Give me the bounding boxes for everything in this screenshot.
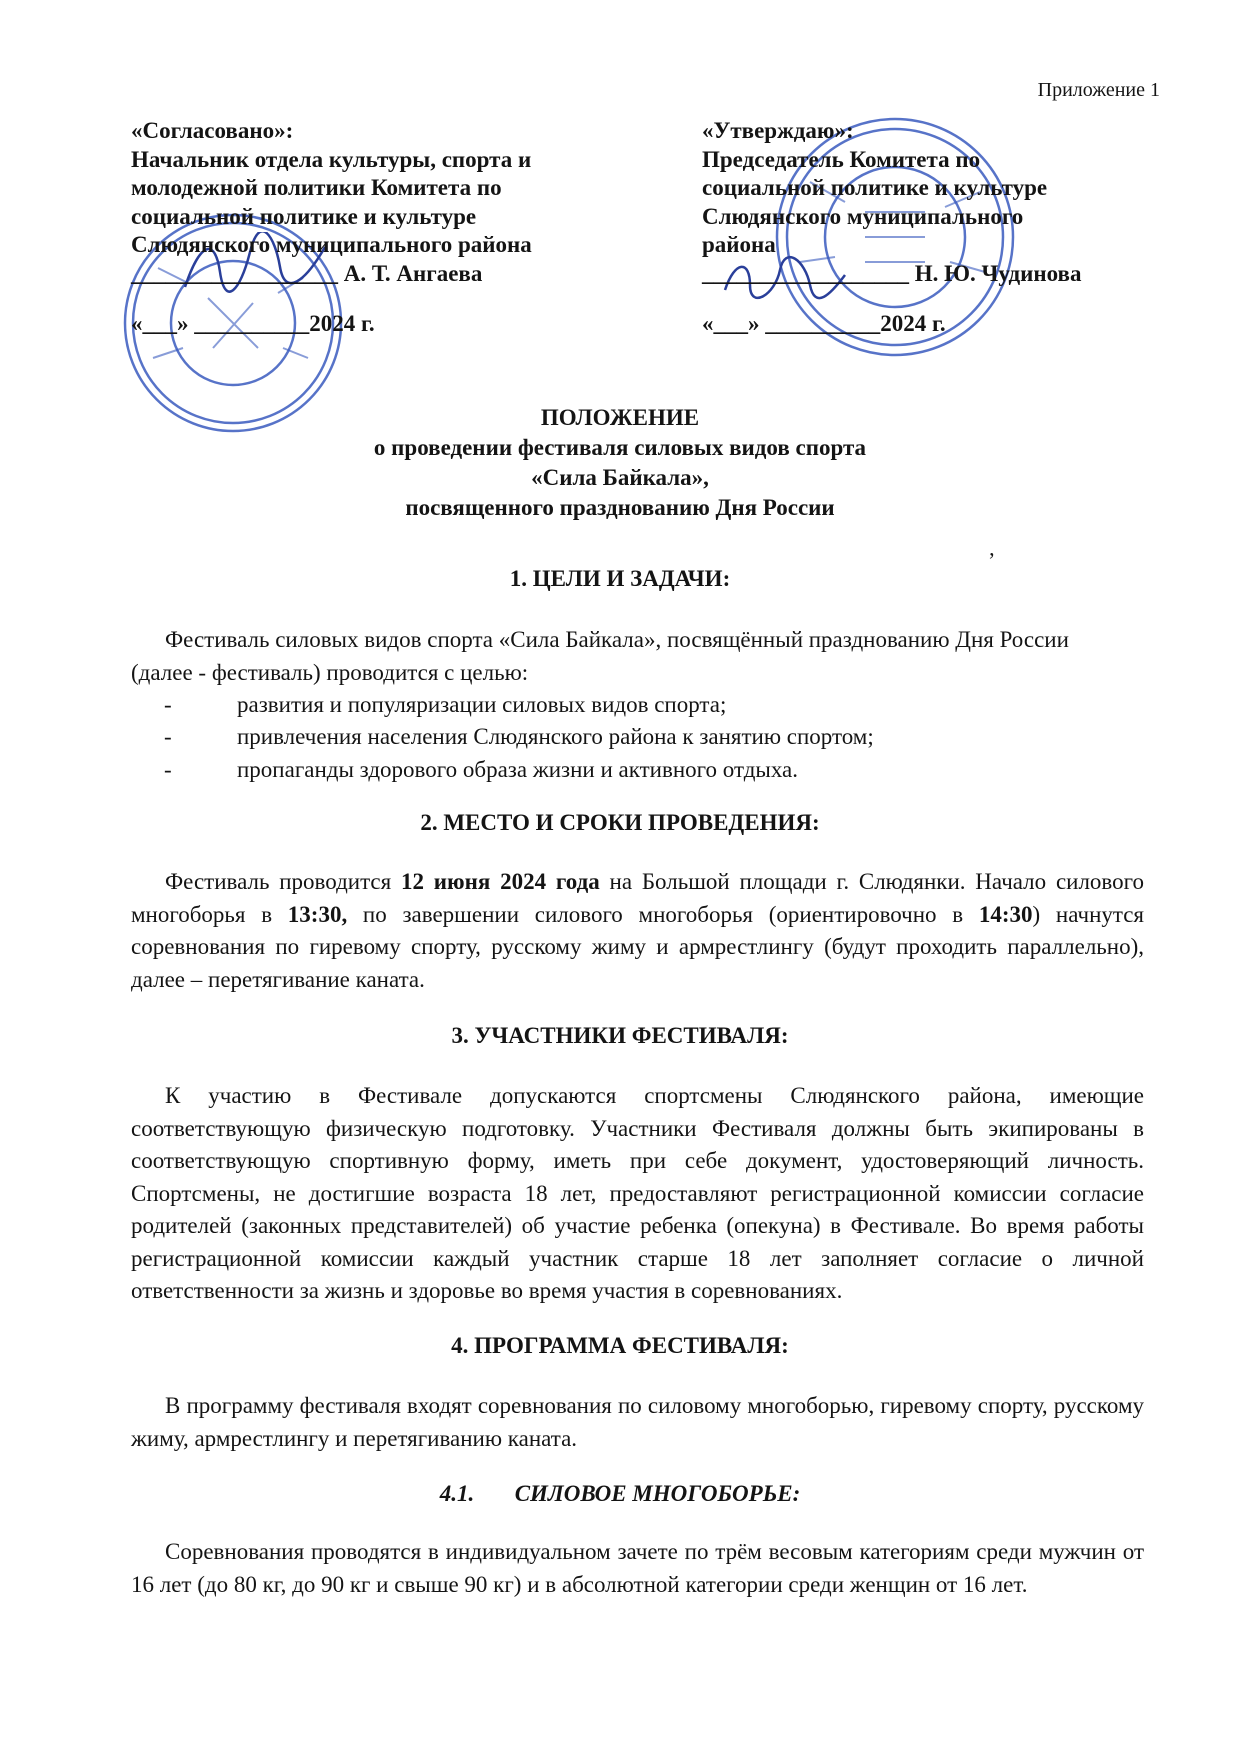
list-item-text: привлечения населения Слюдянского района к занятию спортом;	[237, 724, 874, 749]
list-item-text: пропаганды здорового образа жизни и активного отдыха.	[237, 757, 799, 782]
approval-right-date-line: «___» __________2024 г.	[702, 311, 946, 336]
paragraph-text: Соревнования проводятся в индивидуальном зачете по трём весовым категориям среди мужчин от 16 лет (до 80 кг, до 90 кг и свыше 90 кг) и в абсолютной категории среди женщин от 16 лет.	[131, 1539, 1144, 1597]
subsection-heading	[0, 1481, 1240, 1507]
approval-right-line: социальной политике и культуре	[702, 175, 1048, 200]
paragraph-text: (далее - фестиваль) проводится с целью:	[131, 659, 529, 685]
paragraph-text: Фестиваль проводится	[165, 869, 402, 894]
paragraph-bold: 13:30,	[287, 901, 348, 927]
section-heading: 4. ПРОГРАММА ФЕСТИВАЛЯ:	[451, 1333, 789, 1358]
subsection-title: СИЛОВОЕ МНОГОБОРЬЕ:	[514, 1481, 801, 1506]
approval-right-signature-line: __________________ Н. Ю. Чудинова	[702, 260, 1082, 286]
document-title	[0, 403, 1240, 523]
paragraph-text: В программу фестиваля входят соревнования по силовому многоборью, гиревому спорту, русскому жиму, армрестлингу и перетягиванию каната.	[131, 1393, 1144, 1451]
paragraph-text: на Большой площади г. Слюдянки. Начало силового многоборья в	[131, 869, 1145, 927]
approval-right-line: района	[702, 232, 776, 257]
section-heading: 3. УЧАСТНИКИ ФЕСТИВАЛЯ:	[451, 1023, 789, 1048]
approval-right-line: Слюдянского муниципального	[702, 203, 1024, 229]
approval-left-line: Начальник отдела культуры, спорта и	[131, 146, 532, 172]
approval-right-line: «Утверждаю»:	[702, 118, 854, 143]
appendix-label: Приложение 1	[1037, 79, 1160, 101]
list-item: - развития и популяризации силовых видов спорта;	[164, 692, 727, 717]
approval-left-date-line: «___» __________2024 г.	[131, 311, 375, 336]
paragraph-text: ) начнутся соревнования по гиревому спорту, русскому жиму и армрестлингу (будут проходить параллельно), далее – перетягивание каната.	[131, 901, 1144, 992]
list-item: - пропаганды здорового образа жизни и активного отдыха.	[164, 757, 799, 782]
title-line: посвященного празднованию Дня России	[405, 495, 835, 520]
paragraph-bold: 14:30	[978, 901, 1033, 927]
list-item-text: развития и популяризации силовых видов спорта;	[237, 692, 727, 717]
approval-right-line: Председатель Комитета по	[702, 146, 981, 172]
paragraph-text: по завершении силового многоборья (ориентировочно в	[347, 901, 979, 927]
list-item: - привлечения населения Слюдянского района к занятию спортом;	[164, 724, 874, 749]
approval-left-signature-line: __________________ А. Т. Ангаева	[131, 260, 483, 286]
approval-right	[702, 117, 1142, 339]
paragraph-text: Фестиваль силовых видов спорта «Сила Байкала», посвящённый празднованию Дня России	[165, 627, 1069, 652]
approval-left-line: Слюдянского муниципального района	[131, 232, 532, 257]
approval-left	[131, 117, 611, 339]
paragraph-text: К участию в Фестивале допускаются спортсмены Слюдянского района, имеющие соответствующую физическую подготовку. Участники Фестиваля должны быть экипированы в соответствующую спортивную форму, иметь при себе документ, удостоверяющий личность. Спортсмены, не достигшие возраста 18 лет, предоставляют регистрационной комиссии согласие родителей (законных представителей) об участие ребенка (опекуна) в Фестивале. Во время работы регистрационной комиссии каждый участник старше 18 лет заполняет согласие о личной ответственности за жизнь и здоровье во время участия в соревнованиях.	[131, 1083, 1144, 1303]
section-paragraph	[131, 1080, 1144, 1308]
subsection-number: 4.1.	[439, 1481, 475, 1506]
section-paragraph	[131, 866, 1144, 996]
approval-left-line: «Согласовано»:	[131, 118, 294, 143]
title-line: ПОЛОЖЕНИЕ	[540, 405, 700, 430]
approval-left-line: молодежной политики Комитета по	[131, 175, 502, 200]
title-line: о проведении фестиваля силовых видов спорта	[373, 435, 867, 460]
section-paragraph	[131, 1536, 1144, 1601]
title-line: «Сила Байкала»,	[531, 465, 709, 490]
section-paragraph	[131, 624, 1144, 689]
section-paragraph	[131, 1390, 1144, 1455]
paragraph-bold: 12 июня 2024 года	[401, 869, 600, 894]
section-heading: 1. ЦЕЛИ И ЗАДАЧИ:	[509, 566, 731, 591]
approval-left-line: социальной политике и культуре	[131, 203, 477, 229]
document-page: Приложение 1 «Согласовано»: Начальник отдела культуры, спорта и молодежной политики Комитета по социальной политике и культуре Слюдянского муниципального района __________________ А. Т. Ангаева «___» __________2024 г. «Утверждаю»: Председатель Комитета по социальной политике и культуре Слюдянского муниципального района __________________ Н. Ю. Чудинова «___» __________2024 г. ПОЛОЖЕНИЕ о проведении фестиваля силовых видов спорта «Сила Байкала», посвященного празднованию Дня России ʼ 1. ЦЕЛИ И ЗАДАЧИ: Фестиваль силовых видов спорта «Сила Байкала», посвящённый празднованию Дня России (далее - фестиваль) проводится с целью: - развития и популяризации силовых видов спорта; - привлечения населения Слюдянского района к занятию спортом; - пропаганды здорового образа жизни и активного отдыха. 2. МЕСТО И СРОКИ ПРОВЕДЕНИЯ: Фестиваль проводится 12 июня 2024 года на Большой площади г. Слюдянки. Начало силового многоборья в 13:30, по завершении силового многоборья (ориентировочно в 14:30) начнутся соревнования по гиревому спорту, русскому жиму и армрестлингу (будут проходить параллельно), далее – перетягивание каната. 3. УЧАСТНИКИ ФЕСТИВАЛЯ: К участию в Фестивале допускаются спортсмены Слюдянского района, имеющие соответствующую физическую подготовку. Участники Фестиваля должны быть экипированы в соответствующую спортивную форму, иметь при себе документ, удостоверяющий личность. Спортсмены, не достигшие возраста 18 лет, предоставляют регистрационной комиссии согласие родителей (законных представителей) об участие ребенка (опекуна) в Фестивале. Во время работы регистрационной комиссии каждый участник старше 18 лет заполняет согласие о личной ответственности за жизнь и здоровье во время участия в соревнованиях. 4. ПРОГРАММА ФЕСТИВАЛЯ: В программу фестиваля входят соревнования по силовому многоборью, гиревому спорту, русскому жиму, армрестлингу и перетягиванию каната. 4.1. СИЛОВОЕ МНОГОБОРЬЕ: Соревнования проводятся в индивидуальном зачете по трём весовым категориям среди мужчин от 16 лет (до 80 кг, до 90 кг и свыше 90 кг) и в абсолютной категории среди женщин от 16 лет.	[0, 0, 1240, 1754]
section-heading: 2. МЕСТО И СРОКИ ПРОВЕДЕНИЯ:	[420, 810, 820, 835]
